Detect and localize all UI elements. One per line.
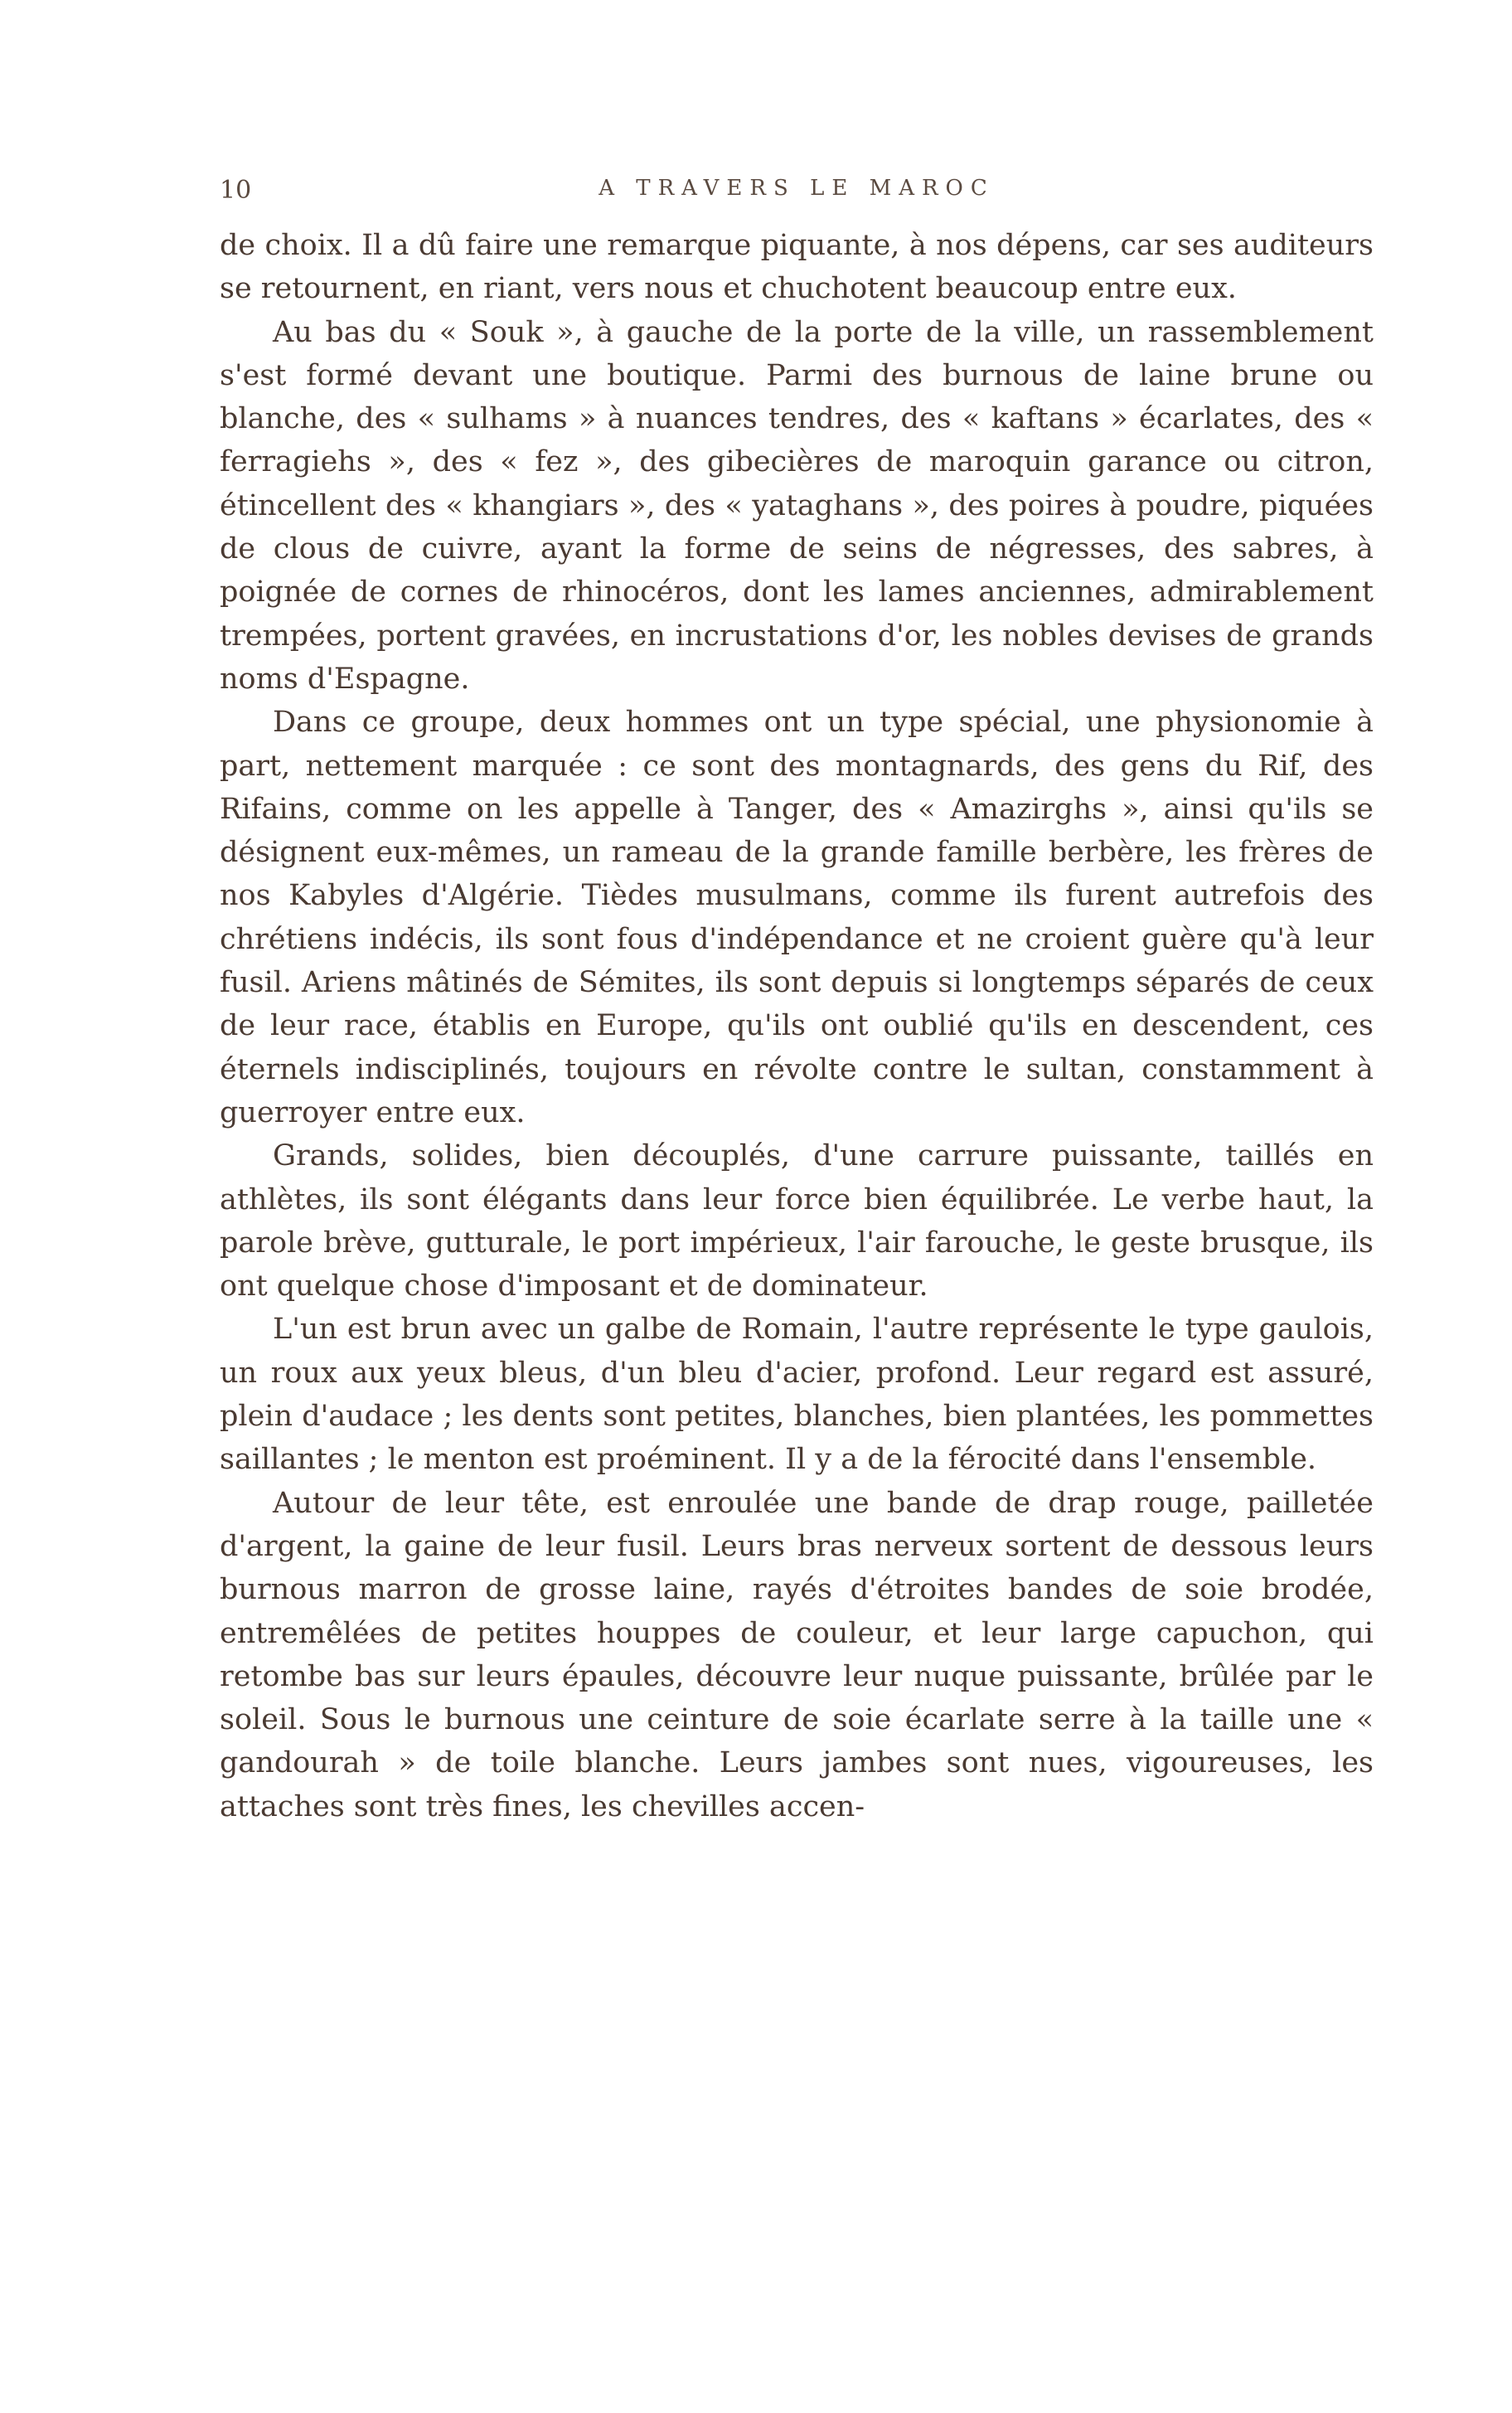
running-head: A TRAVERS LE MAROC bbox=[598, 176, 995, 201]
paragraph-portraits: L'un est brun avec un galbe de Romain, l'autre représente le type gaulois, un roux aux yeux bleus, d'un bleu d'acier, profond. Leur regard est assuré, plein d'audace ; les dents sont petites, blanches, bien plantées, les pommettes saillantes ; le menton est proéminent. Il y a de la férocité dans l'ensemble. bbox=[220, 1313, 1374, 1477]
page-number: 10 bbox=[220, 176, 252, 205]
paragraph-rifains: Dans ce groupe, deux hommes ont un type spécial, une physionomie à part, nettement marquée : ce sont des montagnards, des gens du Rif, des Rifains, comme on les appelle à Tanger, des « Amazirghs », ainsi qu'ils se désignent eux-mêmes, un rameau de la grande famille berbère, les frères de nos Kabyles d'Algérie. Tièdes musulmans, comme ils furent autrefois des chrétiens indécis, ils sont fous d'indépendance et ne croient guère qu'à leur fusil. Ariens mâtinés de Sémites, ils sont depuis si longtemps séparés de ceux de leur race, établis en Europe, qu'ils ont oublié qu'ils en descendent, ces éternels indisciplinés, toujours en révolte contre le sultan, constamment à guerroyer entre eux. bbox=[220, 706, 1374, 1129]
paragraph-souk: Au bas du « Souk », à gauche de la porte de la ville, un rassemblement s'est formé devant une boutique. Parmi des burnous de laine brune ou blanche, des « sulhams » à nuances tendres, des « kaftans » écarlates, des « ferragiehs », des « fez », des gibecières de maroquin garance ou citron, étincellent des « khangiars », des « yataghans », des poires à poudre, piquées de clous de cuivre, ayant la forme de seins de négresses, des sabres, à poignée de cornes de rhinocéros, dont les lames anciennes, admirablement trempées, portent gravées, en incrustations d'or, les nobles devises de grands noms d'Espagne. bbox=[220, 315, 1374, 696]
body-text bbox=[220, 224, 1374, 1828]
paragraph-continuation: de choix. Il a dû faire une remarque piquante, à nos dépens, car ses auditeurs se retournent, en riant, vers nous et chuchotent beaucoup entre eux. bbox=[220, 229, 1374, 306]
paragraph-costume: Autour de leur tête, est enroulée une bande de drap rouge, pailletée d'argent, la gaine de leur fusil. Leurs bras nerveux sortent de dessous leurs burnous marron de grosse laine, rayés d'étroites bandes de soie brodée, entremêlées de petites houppes de couleur, et leur large capuchon, qui retombe bas sur leurs épaules, découvre leur nuque puissante, brûlée par le soleil. Sous le burnous une ceinture de soie écarlate serre à la taille une « gandourah » de toile blanche. Leurs jambes sont nues, vigoureuses, les attaches sont très fines, les chevilles accen- bbox=[220, 1486, 1374, 1823]
paragraph-athletes: Grands, solides, bien découplés, d'une carrure puissante, taillés en athlètes, ils sont élégants dans leur force bien équilibrée. Le verbe haut, la parole brève, gutturale, le port impérieux, l'air farouche, le geste brusque, ils ont quelque chose d'imposant et de dominateur. bbox=[220, 1139, 1374, 1304]
page-header bbox=[220, 176, 1374, 209]
